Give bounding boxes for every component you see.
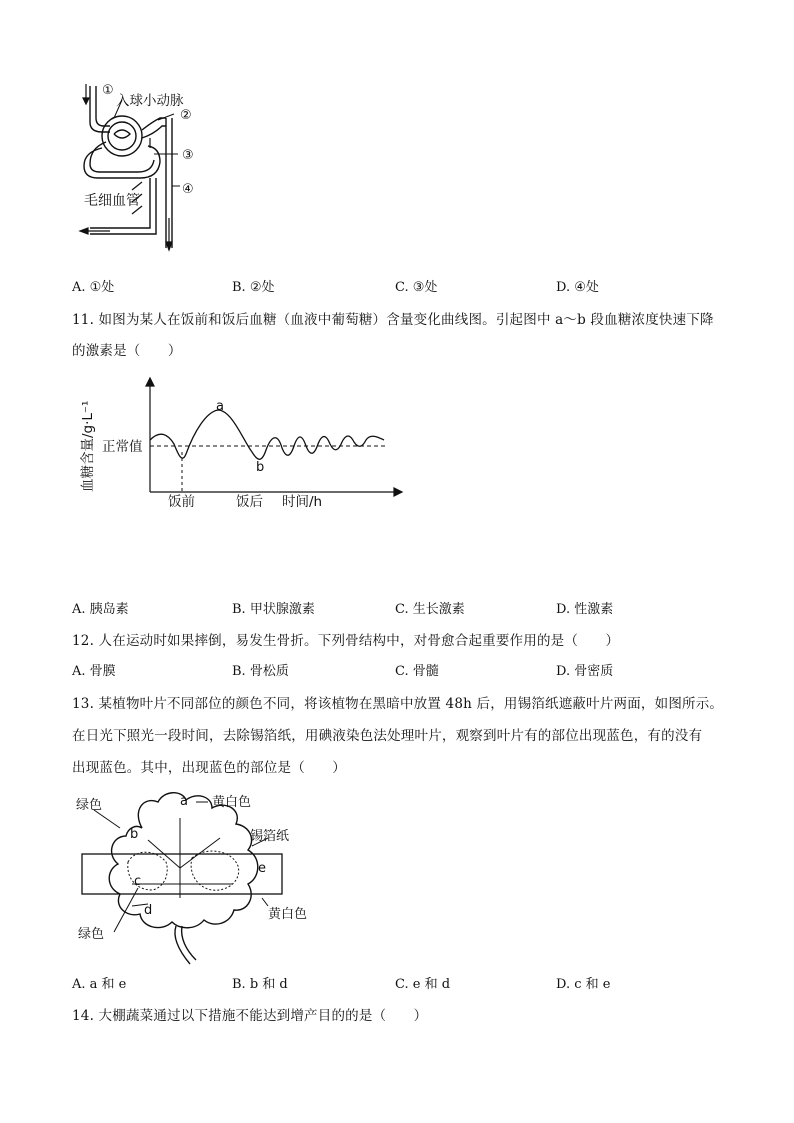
q13-option-c: C. e 和 d xyxy=(395,977,451,992)
q11-option-b: B. 甲状腺激素 xyxy=(232,602,315,617)
x-tick-after-meal: 饭后 xyxy=(236,494,263,510)
petiole xyxy=(175,926,196,964)
y-axis-label: 血糖含量/g·L⁻¹ xyxy=(80,400,96,492)
q13-option-b: B. b 和 d xyxy=(232,977,288,992)
point-label-a: a xyxy=(216,399,224,414)
label-d: d xyxy=(144,903,153,918)
q10-option-a: A. ①处 xyxy=(72,280,115,295)
point-label-b: b xyxy=(256,460,265,475)
q10-option-c: C. ③处 xyxy=(395,280,438,295)
q12-option-b: B. 骨松质 xyxy=(232,664,289,679)
q10-option-d: D. ④处 xyxy=(556,280,599,295)
label-3: ③ xyxy=(182,148,194,163)
q11-line1: 11. 如图为某人在饭前和饭后血糖（血液中葡萄糖）含量变化曲线图。引起图中 a～b 段血糖浓度快速下降 xyxy=(72,312,714,328)
q13-line1: 13. 某植物叶片不同部位的颜色不同，将该植物在黑暗中放置 48h 后，用锡箔纸遮蔽叶片两面，如图所示。 xyxy=(72,696,724,712)
q11-option-a: A. 胰岛素 xyxy=(72,602,129,617)
q13-line2: 在日光下照光一段时间，去除锡箔纸，用碘液染色法处理叶片，观察到叶片有的部位出现蓝色，有的没有 xyxy=(72,728,703,744)
label-a: a xyxy=(180,794,188,809)
normal-value-label: 正常值 xyxy=(102,439,143,455)
q13-line3: 出现蓝色。其中，出现蓝色的部位是（ ） xyxy=(72,760,346,776)
q13-option-a: A. a 和 e xyxy=(72,977,127,992)
capillary-label: 毛细血管 xyxy=(84,193,140,209)
label-b: b xyxy=(130,827,139,842)
green-label-bottom: 绿色 xyxy=(78,927,105,942)
yellow-white-bottom: 黄白色 xyxy=(268,907,308,922)
x-axis-label: 时间/h xyxy=(282,494,323,510)
glucose-curve xyxy=(150,410,384,459)
label-c: c xyxy=(134,874,142,889)
foil-label: 锡箔纸 xyxy=(250,829,290,844)
label-2: ② xyxy=(180,108,192,123)
q10-option-b: B. ②处 xyxy=(232,280,275,295)
nephron-diagram xyxy=(70,78,240,258)
label-4: ④ xyxy=(182,182,194,197)
q12-option-c: C. 骨髓 xyxy=(395,664,439,679)
green-label-top: 绿色 xyxy=(76,798,103,813)
label-1: ① xyxy=(102,83,114,98)
q14-line1: 14. 大棚蔬菜通过以下措施不能达到增产目的的是（ ） xyxy=(72,1008,428,1024)
label-1-text: 入球小动脉 xyxy=(116,93,184,109)
q12-line1: 12. 人在运动时如果摔倒，易发生骨折。下列骨结构中，对骨愈合起重要作用的是（ ） xyxy=(72,633,620,649)
label-e: e xyxy=(258,861,266,876)
leaf-outline xyxy=(109,793,258,928)
q11-option-c: C. 生长激素 xyxy=(395,602,465,617)
x-tick-before-meal: 饭前 xyxy=(168,494,195,510)
q12-option-d: D. 骨密质 xyxy=(556,664,614,679)
q13-option-d: D. c 和 e xyxy=(556,977,611,992)
q12-option-a: A. 骨膜 xyxy=(72,664,116,679)
leaf-diagram xyxy=(72,788,332,968)
q11-line2: 的激素是（ ） xyxy=(72,343,182,359)
q11-option-d: D. 性激素 xyxy=(556,602,614,617)
yellow-white-top: 黄白色 xyxy=(212,795,252,810)
blood-glucose-chart xyxy=(72,372,412,520)
